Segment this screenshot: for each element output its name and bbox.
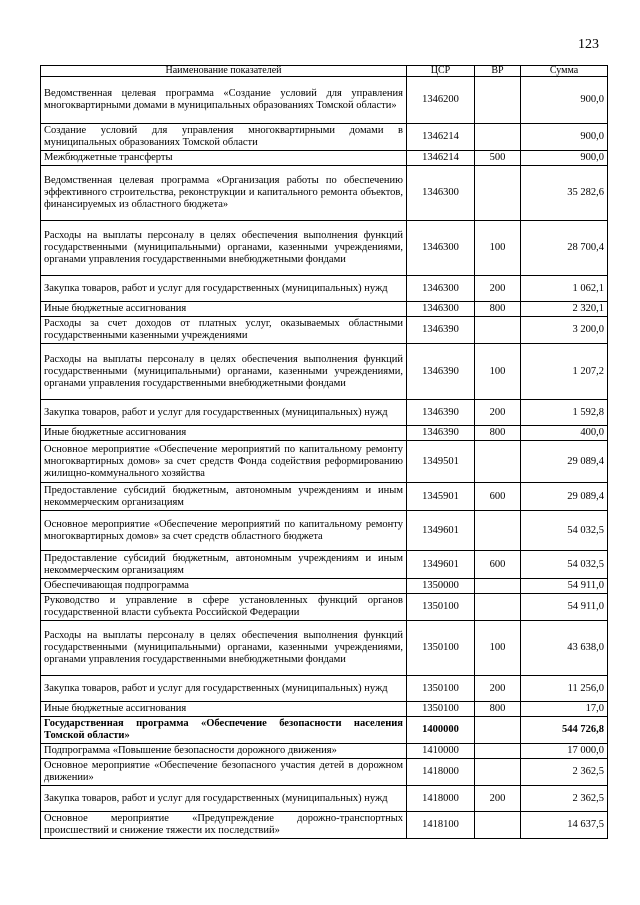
row-name: Основное мероприятие «Обеспечение безопасного участия детей в дорожном движении» <box>41 759 407 786</box>
row-csr: 1346214 <box>407 151 475 166</box>
row-name: Основное мероприятие «Обеспечение мероприятий по капитальному ремонту многоквартирных домов» за счет средств Фонда содействия реформированию жилищно-коммунального хозяйства <box>41 441 407 483</box>
row-csr: 1346300 <box>407 221 475 276</box>
row-sum: 900,0 <box>521 151 608 166</box>
table-row <box>41 77 608 124</box>
row-vr <box>475 317 521 344</box>
row-sum: 1 207,2 <box>521 344 608 400</box>
row-vr: 100 <box>475 344 521 400</box>
row-name: Основное мероприятие «Предупреждение дорожно-транспортных происшествий и снижение тяжести их последствий» <box>41 812 407 839</box>
row-sum: 17 000,0 <box>521 744 608 759</box>
row-csr: 1349601 <box>407 511 475 551</box>
row-sum: 3 200,0 <box>521 317 608 344</box>
row-sum: 1 592,8 <box>521 400 608 426</box>
row-vr <box>475 579 521 594</box>
row-sum: 54 911,0 <box>521 579 608 594</box>
row-csr: 1346390 <box>407 317 475 344</box>
row-vr <box>475 77 521 124</box>
table-row <box>41 400 608 426</box>
table-row <box>41 621 608 676</box>
row-sum: 54 911,0 <box>521 594 608 621</box>
row-csr: 1346300 <box>407 166 475 221</box>
row-csr: 1418000 <box>407 786 475 812</box>
row-sum: 2 362,5 <box>521 759 608 786</box>
table-row <box>41 151 608 166</box>
row-name: Иные бюджетные ассигнования <box>41 302 407 317</box>
table-row <box>41 441 608 483</box>
row-sum: 29 089,4 <box>521 441 608 483</box>
row-csr: 1346390 <box>407 344 475 400</box>
row-vr <box>475 594 521 621</box>
row-name: Основное мероприятие «Обеспечение мероприятий по капитальному ремонту многоквартирных домов» за счет средств областного бюджета <box>41 511 407 551</box>
row-csr: 1350100 <box>407 594 475 621</box>
table-row <box>41 717 608 744</box>
header-vr: ВР <box>475 66 521 77</box>
row-csr: 1410000 <box>407 744 475 759</box>
row-sum: 2 320,1 <box>521 302 608 317</box>
row-vr: 200 <box>475 676 521 702</box>
table-row <box>41 812 608 839</box>
table-row <box>41 483 608 511</box>
header-name: Наименование показателей <box>41 66 407 77</box>
row-name: Закупка товаров, работ и услуг для государственных (муниципальных) нужд <box>41 276 407 302</box>
row-name: Расходы на выплаты персоналу в целях обеспечения выполнения функций государственными (муниципальными) органами, казенными учреждениями, органами управления государственными внебюджетными фондами <box>41 221 407 276</box>
row-name: Ведомственная целевая программа «Организация работы по обеспечению эффективного строительства, реконструкции и капитального ремонта объектов, финансируемых из областного бюджета» <box>41 166 407 221</box>
row-csr: 1400000 <box>407 717 475 744</box>
row-vr <box>475 441 521 483</box>
row-sum: 400,0 <box>521 426 608 441</box>
row-csr: 1418100 <box>407 812 475 839</box>
row-name: Руководство и управление в сфере установленных функций органов государственной власти субъекта Российской Федерации <box>41 594 407 621</box>
row-vr <box>475 124 521 151</box>
row-name: Иные бюджетные ассигнования <box>41 702 407 717</box>
row-csr: 1418000 <box>407 759 475 786</box>
row-vr <box>475 744 521 759</box>
table-row <box>41 166 608 221</box>
row-vr: 800 <box>475 302 521 317</box>
row-csr: 1346300 <box>407 276 475 302</box>
row-sum: 14 637,5 <box>521 812 608 839</box>
row-name: Закупка товаров, работ и услуг для государственных (муниципальных) нужд <box>41 786 407 812</box>
table-row <box>41 302 608 317</box>
table-row <box>41 426 608 441</box>
row-name: Расходы на выплаты персоналу в целях обеспечения выполнения функций государственными (муниципальными) органами, казенными учреждениями, органами управления государственными внебюджетными фондами <box>41 344 407 400</box>
row-sum: 54 032,5 <box>521 511 608 551</box>
row-vr: 800 <box>475 702 521 717</box>
row-name: Закупка товаров, работ и услуг для государственных (муниципальных) нужд <box>41 400 407 426</box>
table-row <box>41 759 608 786</box>
row-sum: 43 638,0 <box>521 621 608 676</box>
table-row <box>41 594 608 621</box>
table-row <box>41 676 608 702</box>
row-name: Расходы на выплаты персоналу в целях обеспечения выполнения функций государственными (муниципальными) органами, казенными учреждениями, органами управления государственными внебюджетными фондами <box>41 621 407 676</box>
row-name: Предоставление субсидий бюджетным, автономным учреждениям и иным некоммерческим организациям <box>41 483 407 511</box>
row-csr: 1350100 <box>407 676 475 702</box>
row-vr: 600 <box>475 483 521 511</box>
table-row <box>41 276 608 302</box>
row-vr: 100 <box>475 621 521 676</box>
row-vr: 200 <box>475 786 521 812</box>
row-sum: 29 089,4 <box>521 483 608 511</box>
row-csr: 1346200 <box>407 77 475 124</box>
row-csr: 1350100 <box>407 621 475 676</box>
table-body <box>41 77 608 839</box>
row-csr: 1349601 <box>407 551 475 579</box>
row-csr: 1350100 <box>407 702 475 717</box>
row-sum: 17,0 <box>521 702 608 717</box>
row-csr: 1345901 <box>407 483 475 511</box>
row-csr: 1346390 <box>407 426 475 441</box>
row-csr: 1346214 <box>407 124 475 151</box>
row-name: Расходы за счет доходов от платных услуг, оказываемых областными государственными казенными учреждениями <box>41 317 407 344</box>
row-sum: 11 256,0 <box>521 676 608 702</box>
table-row <box>41 786 608 812</box>
table-row <box>41 702 608 717</box>
row-name: Ведомственная целевая программа «Создание условий для управления многоквартирными домами в муниципальных образованиях Томской области» <box>41 77 407 124</box>
table-row <box>41 744 608 759</box>
row-vr: 200 <box>475 276 521 302</box>
row-sum: 2 362,5 <box>521 786 608 812</box>
page-number: 123 <box>578 37 599 52</box>
row-csr: 1346390 <box>407 400 475 426</box>
row-sum: 900,0 <box>521 77 608 124</box>
row-sum: 35 282,6 <box>521 166 608 221</box>
table-row <box>41 551 608 579</box>
row-name: Предоставление субсидий бюджетным, автономным учреждениям и иным некоммерческим организациям <box>41 551 407 579</box>
table-row <box>41 221 608 276</box>
row-vr: 800 <box>475 426 521 441</box>
table-row <box>41 511 608 551</box>
row-vr <box>475 717 521 744</box>
table-row <box>41 124 608 151</box>
row-vr: 200 <box>475 400 521 426</box>
row-name: Подпрограмма «Повышение безопасности дорожного движения» <box>41 744 407 759</box>
header-csr: ЦСР <box>407 66 475 77</box>
row-name: Обеспечивающая подпрограмма <box>41 579 407 594</box>
row-name: Закупка товаров, работ и услуг для государственных (муниципальных) нужд <box>41 676 407 702</box>
row-sum: 1 062,1 <box>521 276 608 302</box>
row-csr: 1349501 <box>407 441 475 483</box>
row-vr: 500 <box>475 151 521 166</box>
row-sum: 544 726,8 <box>521 717 608 744</box>
row-sum: 900,0 <box>521 124 608 151</box>
row-vr <box>475 759 521 786</box>
row-vr: 600 <box>475 551 521 579</box>
header-sum: Сумма <box>521 66 608 77</box>
budget-table <box>40 65 608 839</box>
row-csr: 1350000 <box>407 579 475 594</box>
table-row <box>41 344 608 400</box>
row-sum: 54 032,5 <box>521 551 608 579</box>
table-row <box>41 579 608 594</box>
row-name: Межбюджетные трансферты <box>41 151 407 166</box>
row-name: Государственная программа «Обеспечение безопасности населения Томской области» <box>41 717 407 744</box>
row-vr <box>475 511 521 551</box>
row-name: Создание условий для управления многоквартирными домами в муниципальных образованиях Томской области <box>41 124 407 151</box>
row-vr: 100 <box>475 221 521 276</box>
table-row <box>41 317 608 344</box>
row-csr: 1346300 <box>407 302 475 317</box>
row-name: Иные бюджетные ассигнования <box>41 426 407 441</box>
row-vr <box>475 812 521 839</box>
table-header-row <box>41 66 608 77</box>
row-vr <box>475 166 521 221</box>
row-sum: 28 700,4 <box>521 221 608 276</box>
